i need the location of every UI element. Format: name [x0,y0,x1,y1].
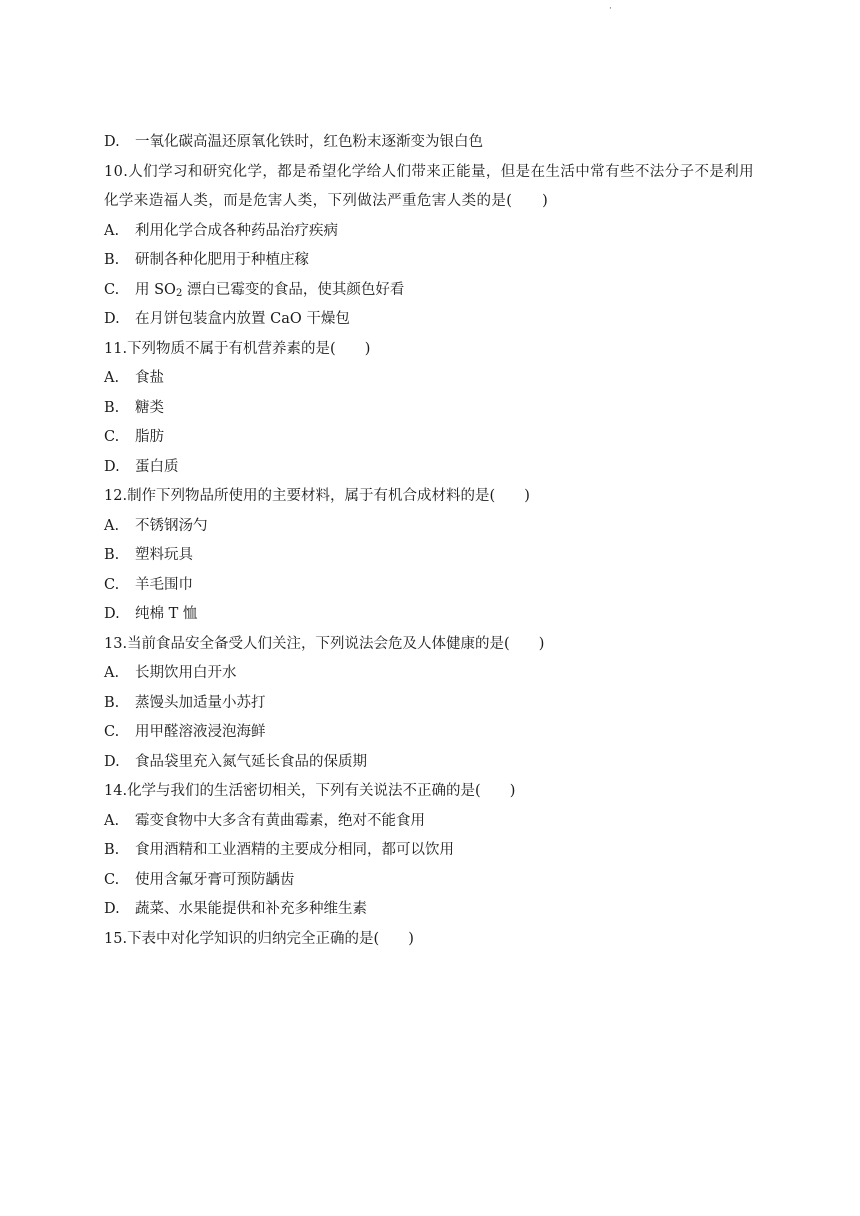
question-13-option-c [104,718,764,748]
option-letter: B. [104,252,120,268]
option-letter: C. [104,724,120,740]
option-text: 不锈钢汤勺 [135,517,208,534]
option-text: 使用含氟牙膏可预防龋齿 [135,871,295,888]
question-15-stem [104,925,764,955]
option-letter: C. [104,281,120,298]
option-letter: C. [104,576,120,593]
question-12-option-c [104,571,764,601]
option-text: 食用酒精和工业酒精的主要成分相同，都可以饮用 [135,842,454,858]
question-10-stem [104,158,764,217]
option-letter: B. [104,547,120,563]
question-number: 15. [104,930,128,947]
option-text: 蒸馒头加适量小苏打 [135,694,266,711]
option-text: 纯棉 T 恤 [135,606,198,622]
option-text: 研制各种化肥用于种植庄稼 [135,252,309,268]
option-text: 食品袋里充入氮气延长食品的保质期 [135,753,367,770]
option-letter: A. [104,517,120,534]
page-mark: · [609,4,612,14]
question-11-option-b [104,394,764,424]
option-letter: B. [104,399,120,416]
option-text: 在月饼包装盒内放置 CaO 干燥包 [135,311,350,327]
question-stem-text: 化学与我们的生活密切相关，下列有关说法不正确的是( ) [127,783,516,799]
question-10-option-c [104,276,764,306]
option-text: 长期饮用白开水 [135,665,237,681]
question-12-option-d [104,600,764,630]
option-text: 一氧化碳高温还原氧化铁时，红色粉末逐渐变为银白色 [135,134,483,150]
question-11-option-a [104,364,764,394]
question-13-option-b [104,689,764,719]
option-letter: D. [104,458,120,475]
question-12-option-b [104,541,764,571]
option-letter: D. [104,753,120,770]
option-text: 糖类 [135,399,164,416]
option-text: 霉变食物中大多含有黄曲霉素，绝对不能食用 [135,812,425,829]
question-10-option-a [104,217,764,247]
question-number: 12. [104,488,128,504]
question-14-option-b [104,836,764,866]
question-14-option-c [104,866,764,896]
question-14-option-a [104,807,764,837]
option-text: 蛋白质 [135,458,179,475]
question-12-option-a [104,512,764,542]
option-text: 蔬菜、水果能提供和补充多种维生素 [135,901,367,917]
option-text: 脂肪 [135,429,164,445]
question-11-option-c [104,423,764,453]
question-number: 14. [104,783,128,799]
option-letter: D. [104,311,120,327]
option-letter: D. [104,606,120,622]
question-number: 11. [104,340,128,357]
option-letter: B. [104,694,120,711]
question-13-option-d [104,748,764,778]
option-letter: C. [104,871,120,888]
question-14-stem [104,777,764,807]
option-text-part: 漂白已霉变的食品，使其颜色好看 [182,281,405,298]
question-number: 10. [104,163,129,180]
option-text: 用甲醛溶液浸泡海鲜 [135,724,266,740]
option-letter: A. [104,222,120,239]
question-stem-text: 人们学习和研究化学，都是希望化学给人们带来正能量，但是在生活中常有些不法分子不是利用化学来造福人类，而是危害人类，下列做法严重危害人类的是( ) [104,163,755,209]
option-letter: A. [104,812,120,829]
question-stem-text: 当前食品安全备受人们关注，下列说法会危及人体健康的是( ) [127,635,545,652]
question-14-option-d [104,895,764,925]
question-11-stem [104,335,764,365]
question-list [104,128,764,954]
question-11-option-d [104,453,764,483]
question-13-stem [104,630,764,660]
question-stem-text: 下表中对化学知识的归纳完全正确的是( ) [127,930,414,947]
option-letter: C. [104,429,120,445]
question-stem-text: 制作下列物品所使用的主要材料，属于有机合成材料的是( ) [127,488,530,504]
question-10-option-b [104,246,764,276]
option-letter: A. [104,370,120,386]
subscript: 2 [175,287,183,299]
question-stem-text: 下列物质不属于有机营养素的是( ) [127,340,371,357]
option-text: 食盐 [135,370,164,386]
option-text: 利用化学合成各种药品治疗疾病 [135,222,338,239]
question-13-option-a [104,659,764,689]
option-letter: A. [104,665,120,681]
question-10-option-d [104,305,764,335]
option-letter: D. [104,134,120,150]
question-number: 13. [104,635,128,652]
option-text: 羊毛围巾 [135,576,193,593]
option-letter: D. [104,901,120,917]
option-text-part: 用 SO [135,281,176,298]
prev-question-option-d [104,128,764,158]
option-text: 塑料玩具 [135,547,193,563]
question-12-stem [104,482,764,512]
option-letter: B. [104,842,120,858]
